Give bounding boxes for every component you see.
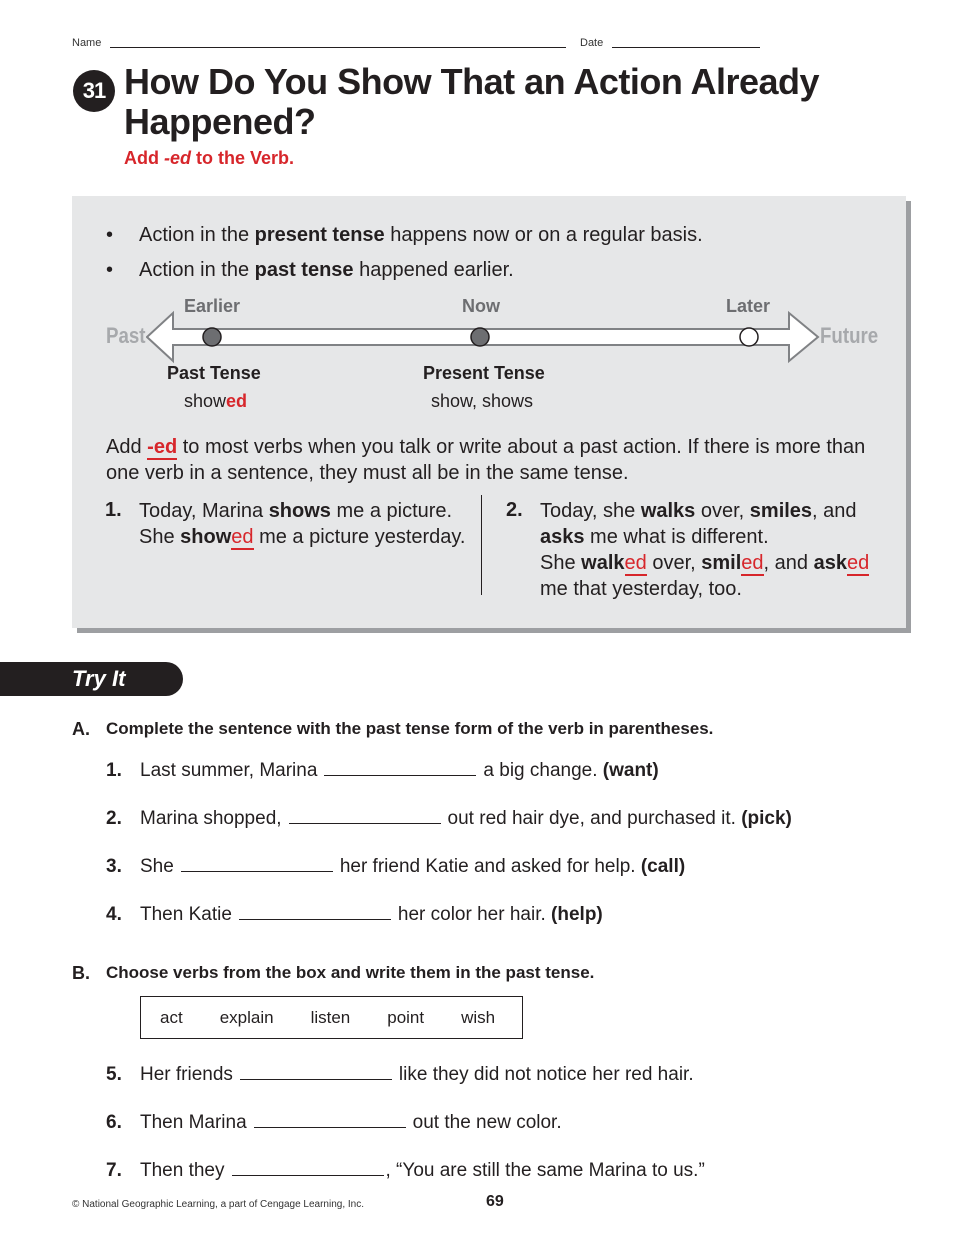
answer-blank[interactable] <box>289 823 441 824</box>
name-field[interactable] <box>110 47 566 48</box>
word-bank <box>140 996 523 1039</box>
present-tense-heading: Present Tense <box>423 363 545 383</box>
bullet-present-tense: • Action in the present tense happens now or on a regular basis. <box>106 224 703 246</box>
timeline-future-label: Future <box>820 323 879 348</box>
lesson-number-badge: 31 <box>73 70 115 112</box>
example-divider <box>481 495 482 595</box>
answer-blank[interactable] <box>232 1175 384 1176</box>
copyright-footer: © National Geographic Learning, a part of Cengage Learning, Inc. <box>72 1199 365 1210</box>
bullet-past-tense: • Action in the past tense happened earlier. <box>106 259 514 281</box>
exercise-item-2: 2. Marina shopped, out red hair dye, and purchased it. (pick) <box>106 808 792 829</box>
date-label: Date <box>580 37 604 49</box>
timeline-earlier-label: Earlier <box>184 296 241 316</box>
example-1: Today, Marina shows me a picture. She showed me a picture yesterday. <box>139 500 466 548</box>
timeline-later-label: Later <box>726 296 771 316</box>
timeline-later-dot <box>740 328 758 346</box>
date-field[interactable] <box>612 47 760 48</box>
try-it-banner: Try It <box>0 662 183 696</box>
word-bank-item: explain <box>219 1007 274 1027</box>
past-tense-heading: Past Tense <box>167 363 261 383</box>
past-tense-example: showed <box>184 391 248 411</box>
timeline-now-label: Now <box>462 296 500 316</box>
answer-blank[interactable] <box>181 871 333 872</box>
exercise-item-4: 4. Then Katie her color her hair. (help) <box>106 904 603 925</box>
exercise-item-1: 1. Last summer, Marina a big change. (want) <box>106 760 659 781</box>
answer-blank[interactable] <box>324 775 476 776</box>
timeline-earlier-dot <box>203 328 221 346</box>
example-2-number: 2. <box>506 499 523 521</box>
word-bank-item: act <box>160 1007 183 1027</box>
example-1-number: 1. <box>105 499 122 521</box>
exercise-item-5: 5. Her friends like they did not notice her red hair. <box>106 1064 694 1085</box>
answer-blank[interactable] <box>240 1079 392 1080</box>
part-a-letter: A. <box>72 719 90 739</box>
part-a-instruction: Complete the sentence with the past tense form of the verb in parentheses. <box>106 719 714 738</box>
ed-rule: Add -ed to most verbs when you talk or write about a past action. If there is more than one verb in a sentence, they must all be in the same tense. <box>106 436 866 484</box>
timeline-past-label: Past <box>106 323 146 348</box>
page-title: How Do You Show That an Action Already Happened? <box>124 61 820 142</box>
page-subtitle: Add -ed to the Verb. <box>124 148 295 168</box>
present-tense-example: show, shows <box>431 391 534 411</box>
answer-blank[interactable] <box>254 1127 406 1128</box>
name-label: Name <box>72 37 102 49</box>
exercise-item-6: 6. Then Marina out the new color. <box>106 1112 562 1133</box>
exercise-item-7: 7. Then they , “You are still the same Marina to us.” <box>106 1160 705 1181</box>
example-2: Today, she walks over, smiles, and asks me what is different. She walked over, smiled, and asked me that yesterday, too. <box>540 500 870 600</box>
timeline-arrow <box>146 310 820 364</box>
page-number: 69 <box>486 1193 504 1210</box>
exercise-item-3: 3. She her friend Katie and asked for help. (call) <box>106 856 686 877</box>
word-bank-item: point <box>387 1007 425 1027</box>
part-b-letter: B. <box>72 963 90 983</box>
part-b-instruction: Choose verbs from the box and write them in the past tense. <box>106 963 595 982</box>
word-bank-item: listen <box>310 1007 351 1027</box>
answer-blank[interactable] <box>239 919 391 920</box>
word-bank-item: wish <box>461 1007 496 1027</box>
timeline-now-dot <box>471 328 489 346</box>
